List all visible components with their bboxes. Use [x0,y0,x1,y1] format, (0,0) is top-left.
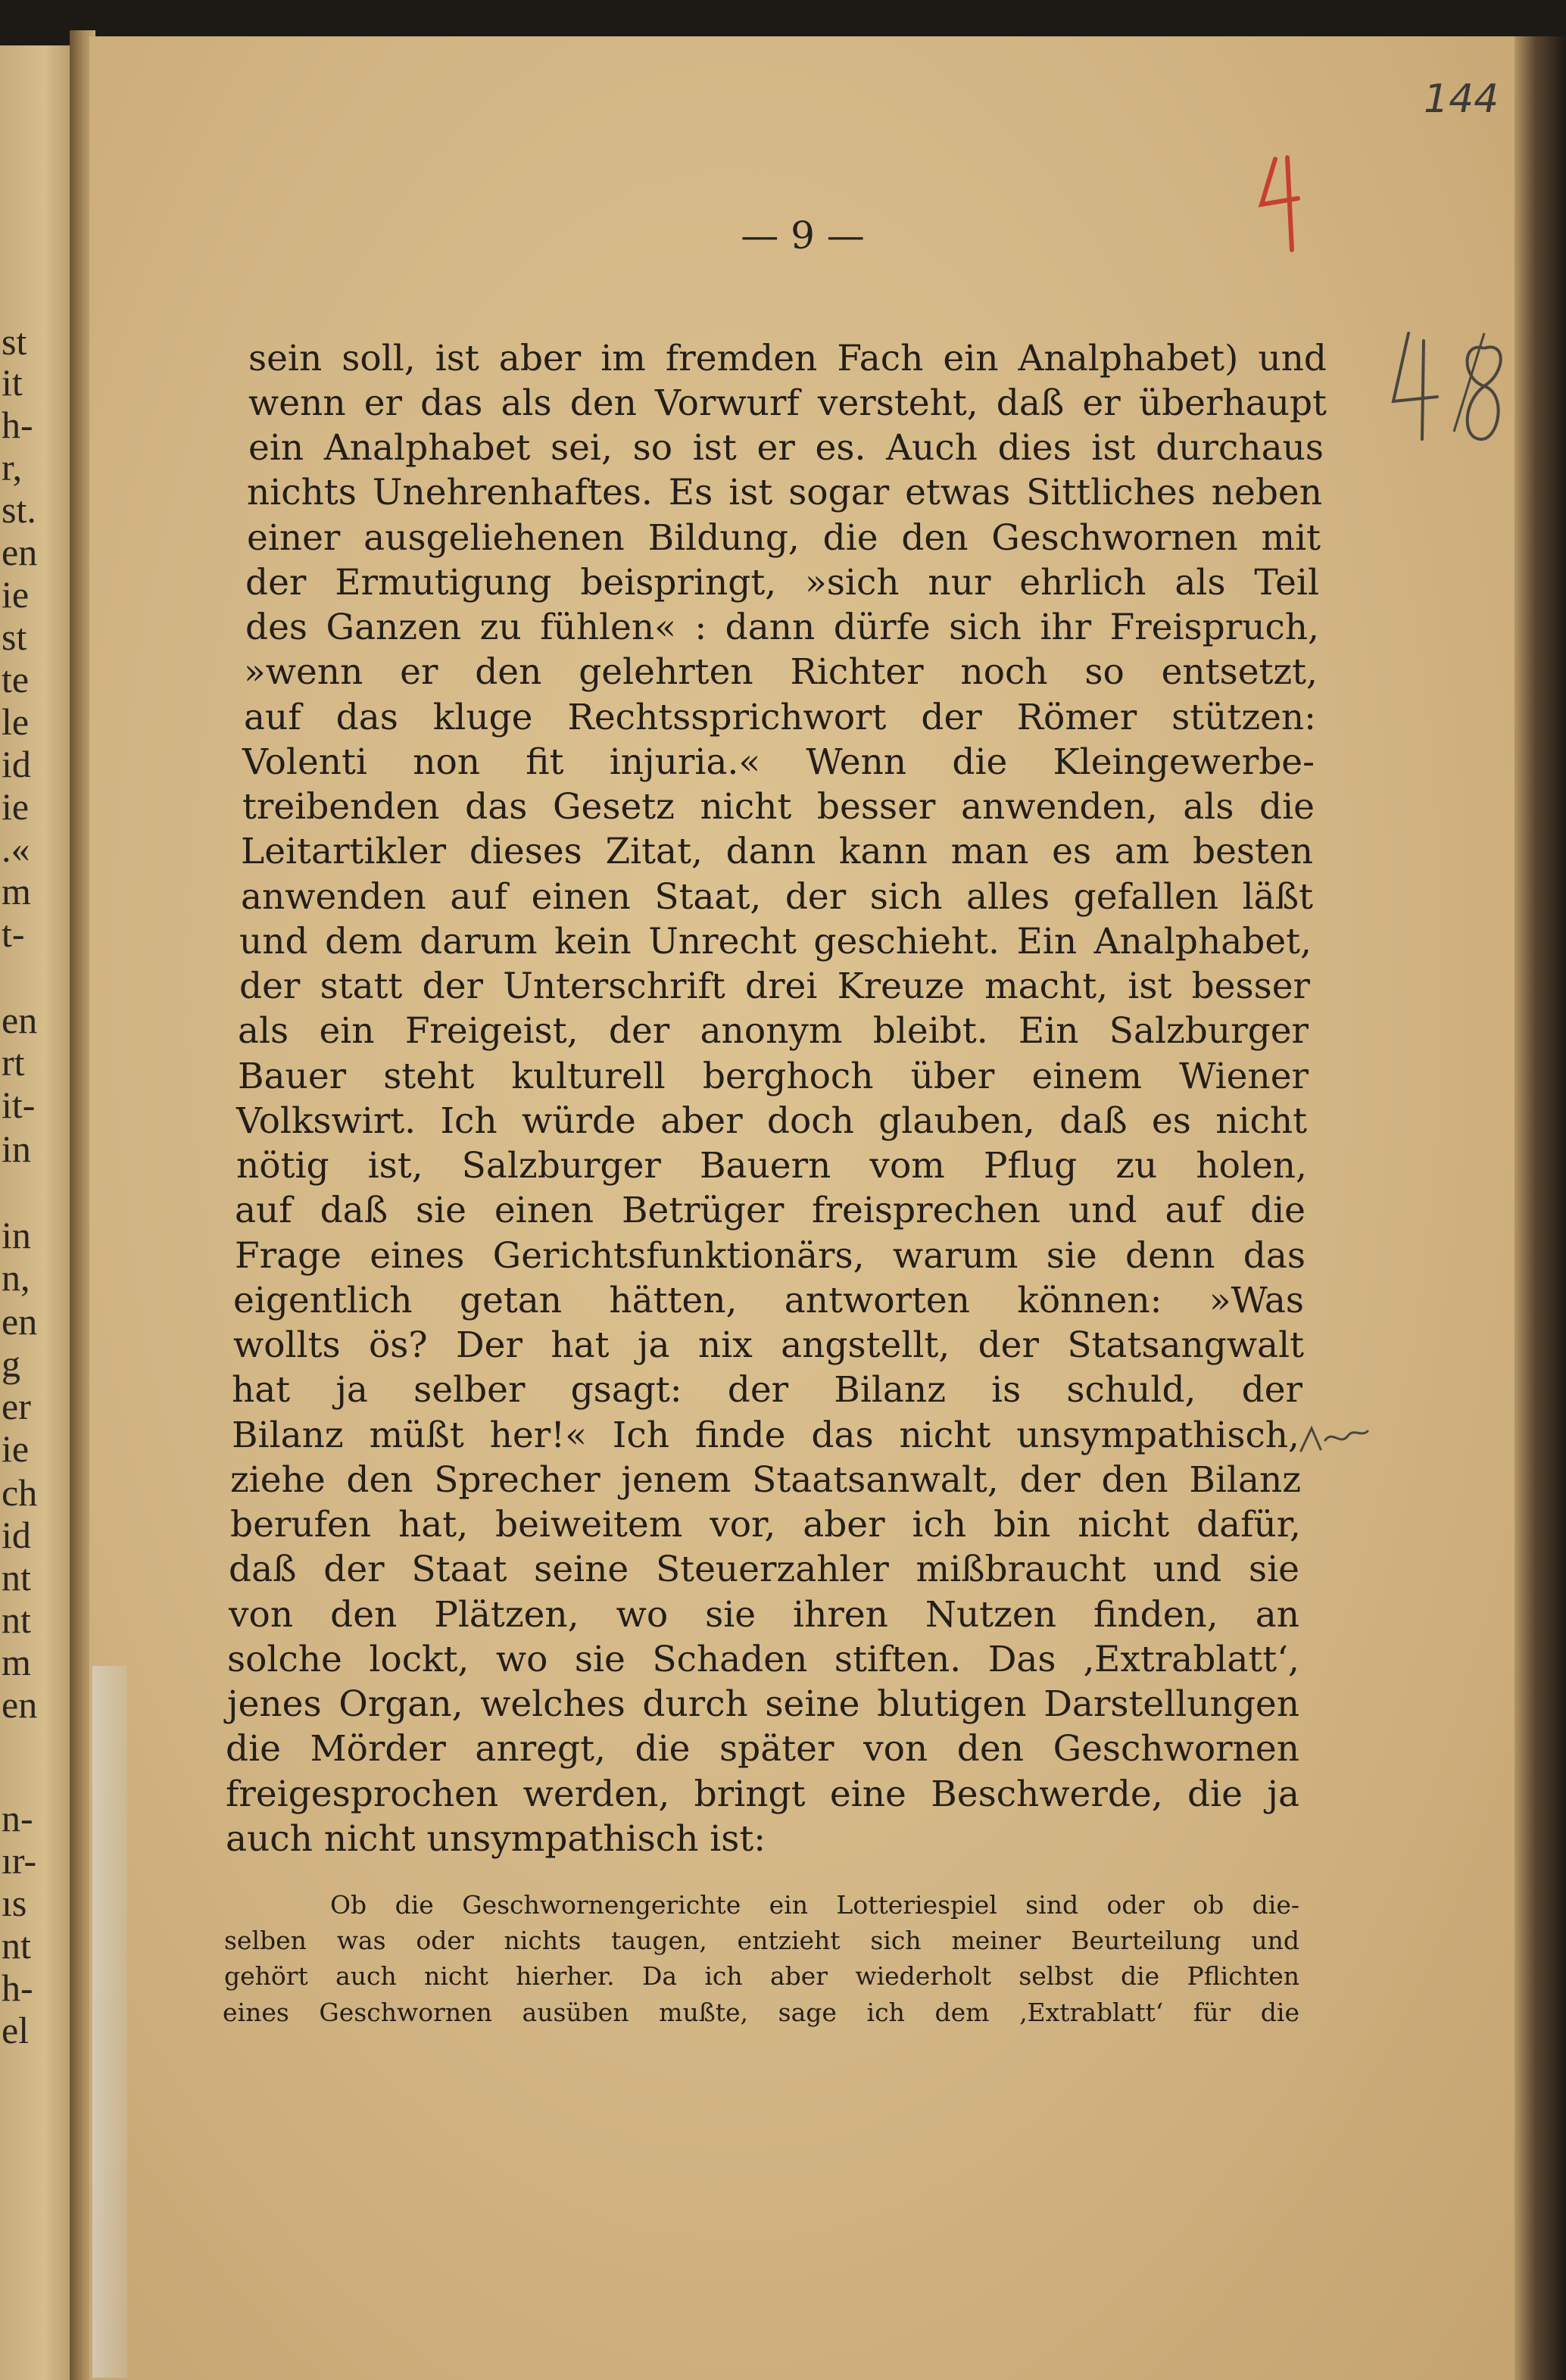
text-line: wollts ös? Der hat ja nix angstellt, der Statsangwalt [233,1324,1304,1366]
previous-page-edge [0,45,74,2380]
prev-fragment: st. [2,488,36,531]
text-line: des Ganzen zu fühlen« : dann dürfe sich ihr Freispruch, [245,607,1319,648]
prev-fragment: it- [2,1084,36,1126]
text-line: auf das kluge Rechtssprichwort der Römer stützen: [244,697,1316,738]
prev-fragment: er [2,1385,31,1427]
text-line: Frage eines Gerichtsfunktionärs, warum sie denn das [235,1235,1306,1277]
text-line: der statt der Unterschrift drei Kreuze macht, ist besser [239,965,1310,1007]
text-line: hat ja selber gsagt: der Bilanz is schuld, der [232,1369,1302,1411]
text-line: ein Analphabet sei, so ist er es. Auch dies ist durchaus [248,427,1324,469]
page-number: — 9 — [741,214,865,257]
text-line: Bilanz müßt her!« Ich finde das nicht unsympathisch, [232,1415,1299,1456]
prev-fragment: el [2,2009,30,2051]
prev-fragment: t- [2,912,25,955]
text-line: berufen hat, beiweitem vor, aber ich bin nicht dafür, [230,1504,1301,1546]
prev-fragment: id [2,1514,31,1556]
prev-fragment: en [2,999,38,1041]
prev-fragment: ır- [2,1839,37,1882]
prev-fragment: in [2,1128,31,1170]
text-line: Volenti non fit injuria.« Wenn die Kleingewerbe- [242,741,1315,783]
text-line: die Mörder anregt, die später von den Geschwornen [226,1728,1299,1770]
prev-fragment: g [2,1343,20,1385]
quote-line: eines Geschwornen ausüben mußte, sage ich dem ‚Extrablatt‘ für die [223,1998,1299,2027]
text-line: Volkswirt. Ich würde aber doch glauben, daß es nicht [236,1100,1307,1142]
text-line: Bauer steht kulturell berghoch über einem Wiener [238,1056,1309,1097]
text-line: und dem darum kein Unrecht geschieht. Ein Analphabet, [239,921,1312,962]
prev-fragment: h- [2,404,33,446]
prev-fragment: te [2,658,30,700]
folio-annotation: 144 [1424,76,1499,122]
text-line: solche lockt, wo sie Schaden stiften. Das ‚Extrablatt‘, [227,1639,1299,1680]
text-line: von den Plätzen, wo sie ihren Nutzen finden, an [229,1594,1299,1636]
prev-fragment: it [2,361,23,404]
text-line: jenes Organ, welches durch seine blutigen Darstellungen [227,1683,1299,1725]
prev-fragment: nt [2,1924,31,1967]
text-line: Leitartikler dieses Zitat, dann kann man es am besten [241,831,1313,872]
text-line: freigesprochen werden, bringt eine Beschwerde, die ja [226,1773,1299,1815]
prev-fragment: st [2,320,27,363]
prev-fragment: ıs [2,1882,27,1924]
prev-fragment: ie [2,573,30,616]
text-line: anwenden auf einen Staat, der sich alles gefallen läßt [241,876,1313,918]
text-line: einer ausgeliehenen Bildung, die den Geschwornen mit [247,517,1321,559]
text-line: wenn er das als den Vorwurf versteht, daß er überhaupt [248,382,1327,424]
text-line: eigentlich getan hätten, antworten können: »Was [233,1280,1304,1321]
text-line: »wenn er den gelehrten Richter noch so entsetzt, [244,651,1318,693]
red-pencil-mark [1245,151,1313,257]
page-edge-shadow [1515,36,1566,2380]
quote-line: gehört auch nicht hierher. Da ich aber wiederholt selbst die Pflichten [224,1961,1299,1991]
text-line: daß der Staat seine Steuerzahler mißbraucht und sie [229,1549,1299,1590]
quote-line: selben was oder nichts taugen, entzieht sich meiner Beurteilung und [224,1926,1299,1955]
pencil-fraction-annotation [1378,318,1515,462]
text-line: der Ermutigung beispringt, »sich nur ehrlich als Teil [245,562,1319,604]
text-line: ziehe den Sprecher jenem Staatsanwalt, der den Bilanz [230,1459,1301,1501]
prev-fragment: st [2,616,27,658]
pencil-insert-mark [1298,1421,1371,1458]
prev-fragment: en [2,531,38,573]
prev-fragment: h- [2,1967,33,2009]
prev-fragment: n- [2,1797,33,1839]
text-line: als ein Freigeist, der anonym bleibt. Ein Salzburger [238,1010,1309,1052]
prev-fragment: m [2,1641,31,1683]
prev-fragment: n, [2,1256,30,1299]
prev-fragment: in [2,1214,31,1256]
prev-fragment: ie [2,785,30,828]
quote-line: Ob die Geschwornengerichte ein Lotteriespiel sind oder ob die- [330,1890,1299,1920]
text-line: auf daß sie einen Betrüger freisprechen und auf die [235,1190,1306,1231]
prev-fragment: m [2,870,31,912]
text-line: auch nicht unsympathisch ist: [226,1818,766,1860]
text-line: nichts Unehrenhaftes. Es ist sogar etwas Sittliches neben [247,472,1322,513]
text-line: treibenden das Gesetz nicht besser anwenden, als die [242,786,1315,828]
text-line: sein soll, ist aber im fremden Fach ein Analphabet) und [248,338,1327,379]
prev-fragment: .« [2,828,30,870]
prev-fragment: en [2,1683,38,1726]
prev-fragment: ch [2,1471,38,1514]
prev-fragment: id [2,743,31,785]
prev-fragment: le [2,700,30,743]
text-line: nötig ist, Salzburger Bauern vom Pflug zu holen, [236,1145,1307,1187]
prev-fragment: nt [2,1599,31,1641]
prev-fragment: rt [2,1041,25,1084]
prev-fragment: nt [2,1556,31,1599]
prev-fragment: r, [2,446,23,488]
repair-tape [92,1666,127,2378]
prev-fragment: en [2,1300,38,1343]
prev-fragment: ie [2,1427,30,1470]
